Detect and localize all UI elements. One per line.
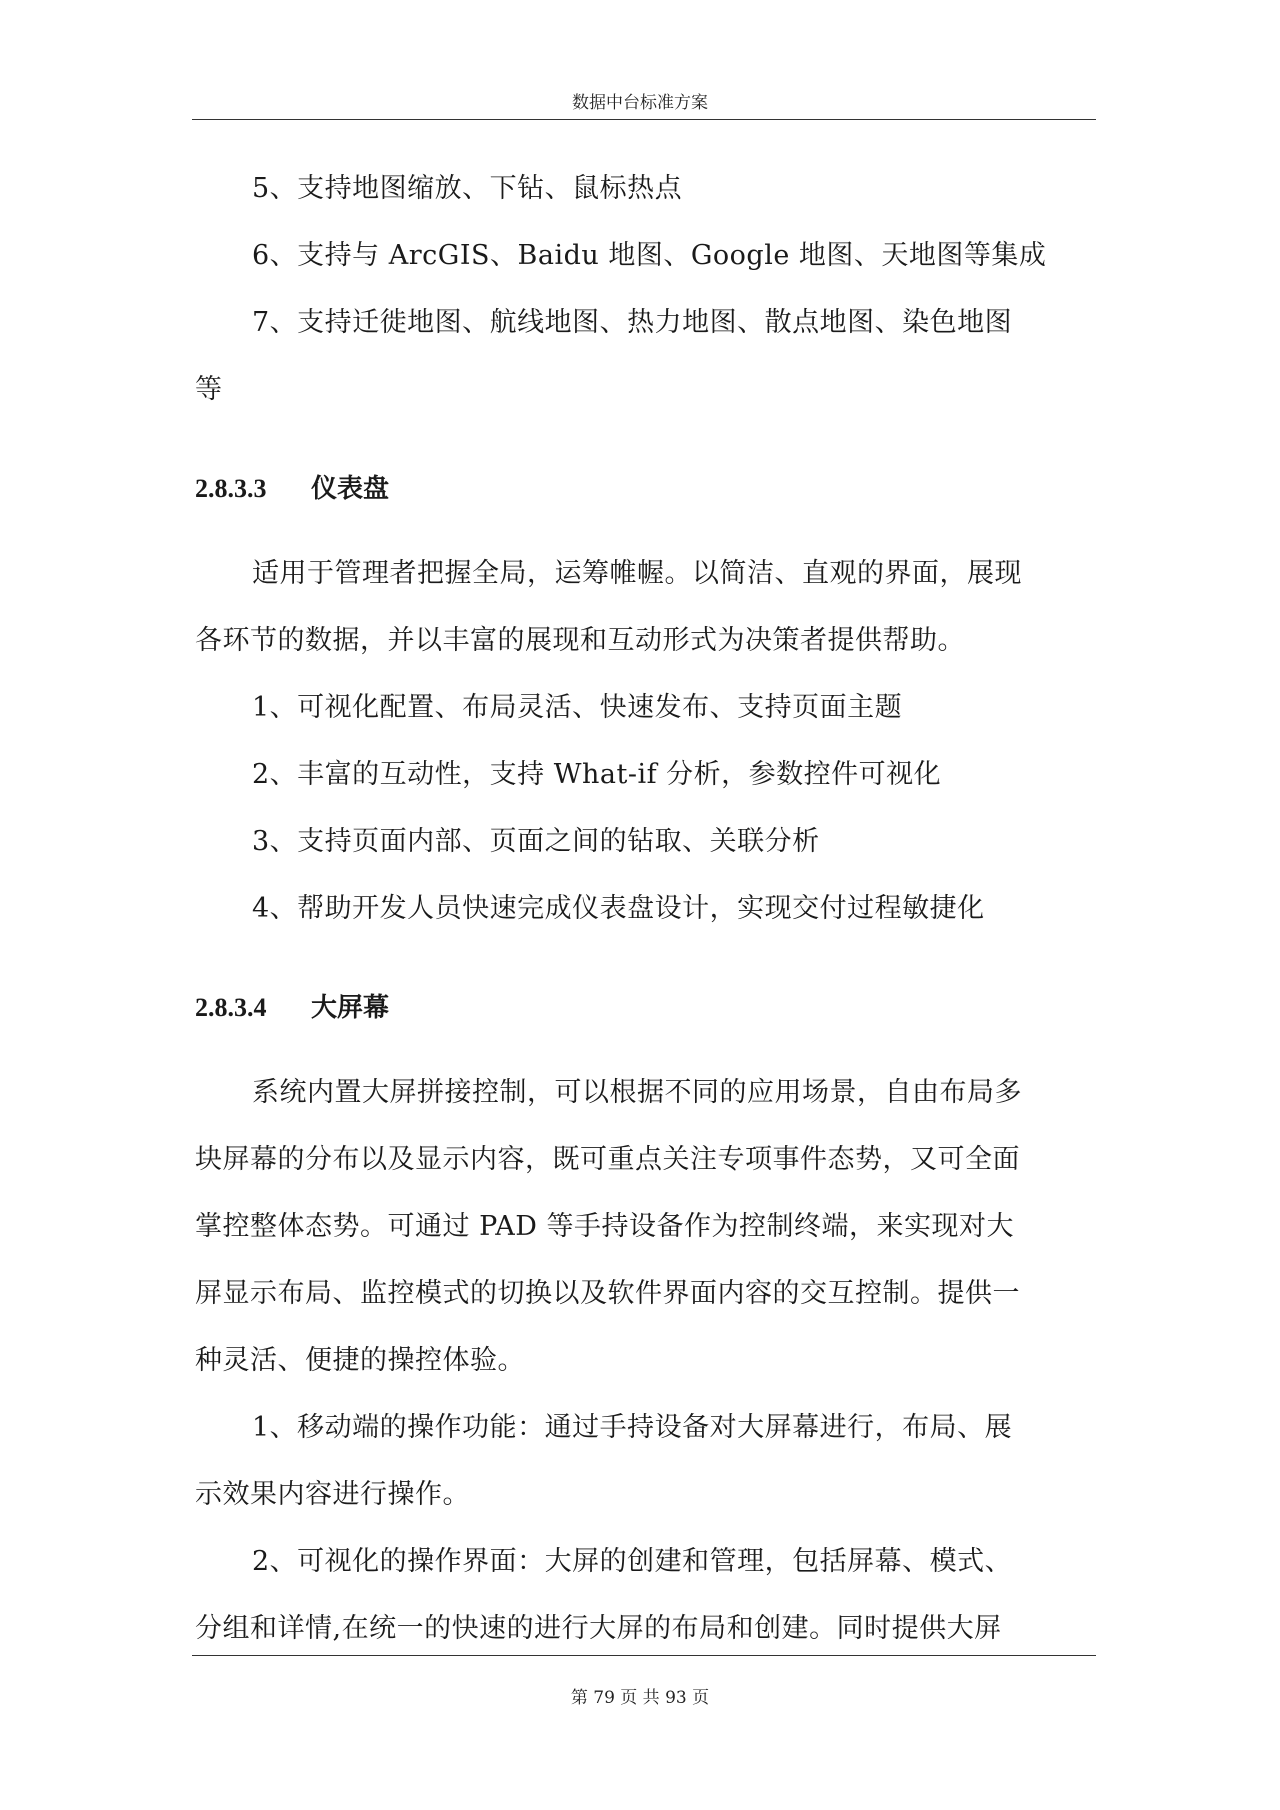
section-heading-bigscreen xyxy=(195,991,1096,1025)
section-title: 大屏幕 xyxy=(311,993,390,1023)
bigscreen-para-line-5: 种灵活、便捷的操控体验。 xyxy=(195,1345,525,1376)
dashboard-item-2: 2、丰富的互动性，支持 What-if 分析，参数控件可视化 xyxy=(252,759,942,790)
bigscreen-item-1-line-1: 1、移动端的操作功能：通过手持设备对大屏幕进行，布局、展 xyxy=(252,1412,1013,1443)
bigscreen-para-line-1: 系统内置大屏拼接控制，可以根据不同的应用场景，自由布局多 xyxy=(252,1077,1022,1108)
map-list-item-6: 6、支持与 ArcGIS、Baidu 地图、Google 地图、天地图等集成 xyxy=(252,240,1047,271)
bigscreen-para-line-4: 屏显示布局、监控模式的切换以及软件界面内容的交互控制。提供一 xyxy=(195,1278,1020,1309)
dashboard-item-1: 1、可视化配置、布局灵活、快速发布、支持页面主题 xyxy=(252,692,903,723)
dashboard-intro-line-2: 各环节的数据，并以丰富的展现和互动形式为决策者提供帮助。 xyxy=(195,625,965,656)
header-divider xyxy=(192,119,1096,120)
section-heading-dashboard xyxy=(195,472,1096,506)
map-list-item-5: 5、支持地图缩放、下钻、鼠标热点 xyxy=(252,173,683,204)
footer-divider xyxy=(192,1655,1096,1656)
bigscreen-para-line-3: 掌控整体态势。可通过 PAD 等手持设备作为控制终端，来实现对大 xyxy=(195,1211,1014,1242)
bigscreen-para-line-2: 块屏幕的分布以及显示内容，既可重点关注专项事件态势，又可全面 xyxy=(195,1144,1020,1175)
dashboard-item-3: 3、支持页面内部、页面之间的钻取、关联分析 xyxy=(252,826,820,857)
bigscreen-item-2-line-1: 2、可视化的操作界面：大屏的创建和管理，包括屏幕、模式、 xyxy=(252,1546,1013,1577)
map-list-item-7: 7、支持迁徙地图、航线地图、热力地图、散点地图、染色地图 xyxy=(252,307,1013,338)
section-number: 2.8.3.3 xyxy=(195,474,267,503)
section-title: 仪表盘 xyxy=(311,474,390,504)
page-header-title: 数据中台标准方案 xyxy=(572,93,708,113)
dashboard-intro-line-1: 适用于管理者把握全局，运筹帷幄。以简洁、直观的界面，展现 xyxy=(252,558,1022,589)
page-number: 第 79 页 共 93 页 xyxy=(570,1688,710,1708)
bigscreen-item-1-line-2: 示效果内容进行操作。 xyxy=(195,1479,470,1510)
bigscreen-item-2-line-2: 分组和详情,在统一的快速的进行大屏的布局和创建。同时提供大屏 xyxy=(195,1613,1002,1644)
map-list-item-7-continued: 等 xyxy=(195,374,223,405)
dashboard-item-4: 4、帮助开发人员快速完成仪表盘设计，实现交付过程敏捷化 xyxy=(252,893,985,924)
section-number: 2.8.3.4 xyxy=(195,993,267,1022)
